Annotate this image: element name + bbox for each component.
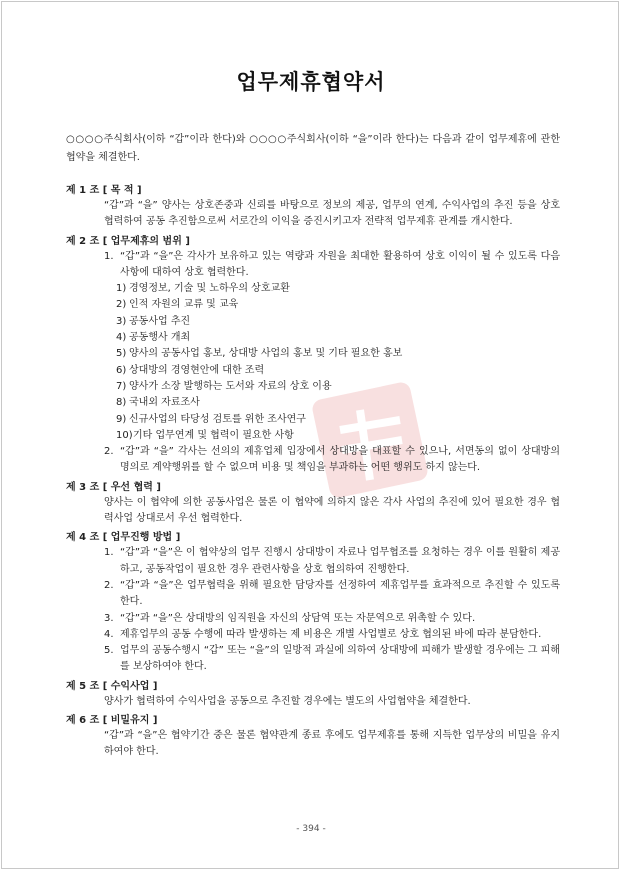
- item-number: 4): [116, 332, 127, 344]
- article-text: 양사는 이 협약에 의한 공동사업은 물론 이 협약에 의하지 않은 각사 사업의 추진에 있어 필요한 경우 협력사업 상대로서 우선 협력한다.: [104, 496, 560, 525]
- intro-paragraph: ○○○○주식회사(이하 “갑”이라 한다)와 ○○○○주식회사(이하 “을”이라 한다)는 다음과 같이 업무제휴에 관한 협약을 체결한다.: [66, 134, 560, 163]
- item-text: “갑”과 “을”은 각사가 보유하고 있는 역량과 자원을 최대한 활용하여 상호 이익이 될 수 있도록 다음 사항에 대하여 상호 협력한다.: [120, 250, 560, 278]
- item-number: 10): [116, 429, 133, 441]
- sub-list-item: [66, 412, 560, 428]
- article-heading: 제 4 조 [ 업무진행 방법 ]: [66, 532, 181, 544]
- item-text: 국내외 자료조사: [129, 397, 200, 409]
- item-number: 3.: [104, 612, 114, 624]
- item-number: 8): [116, 397, 127, 409]
- item-text: 제휴업무의 공동 수행에 따라 발생하는 제 비용은 개별 사업별로 상호 협의된 바에 따라 분담한다.: [120, 628, 542, 640]
- article-heading: 제 3 조 [ 우선 협력 ]: [66, 481, 161, 493]
- sub-list-item: [66, 281, 560, 297]
- page-number: - 394 -: [296, 824, 326, 834]
- item-number: 5.: [104, 645, 114, 657]
- item-text: 공동사업 추진: [129, 315, 191, 327]
- item-number: 2.: [104, 579, 114, 591]
- item-number: 1.: [104, 547, 114, 559]
- article-6: [66, 713, 560, 761]
- item-number: 7): [116, 380, 127, 392]
- list-item: [66, 444, 560, 477]
- list-item: [66, 545, 560, 578]
- sub-list-item: [66, 379, 560, 395]
- item-number: 4.: [104, 628, 114, 640]
- sub-list-item: [66, 346, 560, 362]
- sub-list-item: [66, 395, 560, 411]
- article-heading: 제 5 조 [ 수익사업 ]: [66, 680, 158, 692]
- sub-list-item: [66, 363, 560, 379]
- item-text: “갑”과 “을”은 업무협력을 위해 필요한 담당자를 선정하여 제휴업무를 효과적으로 추진할 수 있도록 한다.: [120, 579, 560, 608]
- item-text: 상대방의 경영현안에 대한 조력: [129, 364, 265, 376]
- list-item: [66, 627, 560, 643]
- item-text: 경영정보, 기술 및 노하우의 상호교환: [129, 283, 290, 295]
- item-number: 1.: [104, 250, 114, 262]
- article-heading: 제 6 조 [ 비밀유지 ]: [66, 715, 158, 727]
- article-text: 양사가 협력하여 수익사업을 공동으로 추진할 경우에는 별도의 사업협약을 체결한다.: [104, 695, 471, 707]
- document-title: 업무제휴협약서: [236, 70, 386, 94]
- article-4: [66, 530, 560, 675]
- document-body: [66, 180, 560, 761]
- sub-list-item: [66, 330, 560, 346]
- article-heading: 제 1 조 [ 목 적 ]: [66, 185, 142, 196]
- list-item: [66, 611, 560, 627]
- article-heading: 제 2 조 [ 업무제휴의 범위 ]: [66, 235, 190, 247]
- article-text: “갑”과 “을” 양사는 상호존중과 신뢰를 바탕으로 정보의 제공, 업무의 연계, 수익사업의 추진 등을 상호 협력하여 공동 추진함으로써 서로간의 이익을 증진시키고자 전략적 업무제휴 관계를 개시한다.: [104, 200, 560, 228]
- item-number: 2): [116, 299, 127, 311]
- item-number: 5): [116, 348, 127, 360]
- item-number: 6): [116, 364, 127, 376]
- article-text: “갑”과 “을”은 협약기간 중은 물론 협약관계 종료 후에도 업무제휴를 통해 지득한 업무상의 비밀을 유지하여야 한다.: [104, 730, 560, 758]
- list-item: [66, 643, 560, 676]
- list-item: [66, 249, 560, 282]
- item-text: 양사가 소장 발행하는 도서와 자료의 상호 이용: [129, 380, 332, 392]
- item-text: 공동행사 개최: [129, 332, 191, 344]
- list-item: [66, 578, 560, 611]
- article-1: [66, 183, 560, 231]
- article-5: [66, 679, 560, 710]
- item-text: 기타 업무연계 및 협력이 필요한 사항: [133, 429, 294, 441]
- item-text: 인적 자원의 교류 및 교육: [129, 299, 239, 311]
- item-text: “갑”과 “을”은 이 협약상의 업무 진행시 상대방이 자료나 업무협조를 요청하는 경우 이를 원활히 제공하고, 공동작업이 필요한 경우 관련사항을 상호 협의하여 진행한다.: [120, 547, 560, 575]
- item-number: 1): [116, 283, 127, 295]
- item-number: 9): [116, 413, 127, 425]
- item-text: “갑”과 “을”은 상대방의 임직원을 자신의 상담역 또는 자문역으로 위촉할 수 있다.: [120, 612, 476, 624]
- item-number: 3): [116, 315, 127, 327]
- sub-list-item: [66, 428, 560, 444]
- item-text: 양사의 공동사업 홍보, 상대방 사업의 홍보 및 기타 필요한 홍보: [129, 348, 403, 360]
- item-text: 업무의 공동수행시 “갑” 또는 “을”의 일방적 과실에 의하여 상대방에 피해가 발생할 경우에는 그 피해를 보상하여야 한다.: [120, 645, 560, 673]
- sub-list-item: [66, 314, 560, 330]
- item-text: 신규사업의 타당성 검토를 위한 조사연구: [129, 413, 306, 425]
- item-number: 2.: [104, 446, 114, 458]
- sub-list-item: [66, 297, 560, 313]
- article-3: [66, 480, 560, 528]
- item-text: “갑”과 “을” 각사는 선의의 제휴업체 입장에서 상대방을 대표할 수 있으나, 서면동의 없이 상대방의 명의로 계약행위를 할 수 없으며 비용 및 책임을 부과하는 어떤 행위도 하지 않는다.: [120, 446, 560, 474]
- article-2: [66, 234, 560, 477]
